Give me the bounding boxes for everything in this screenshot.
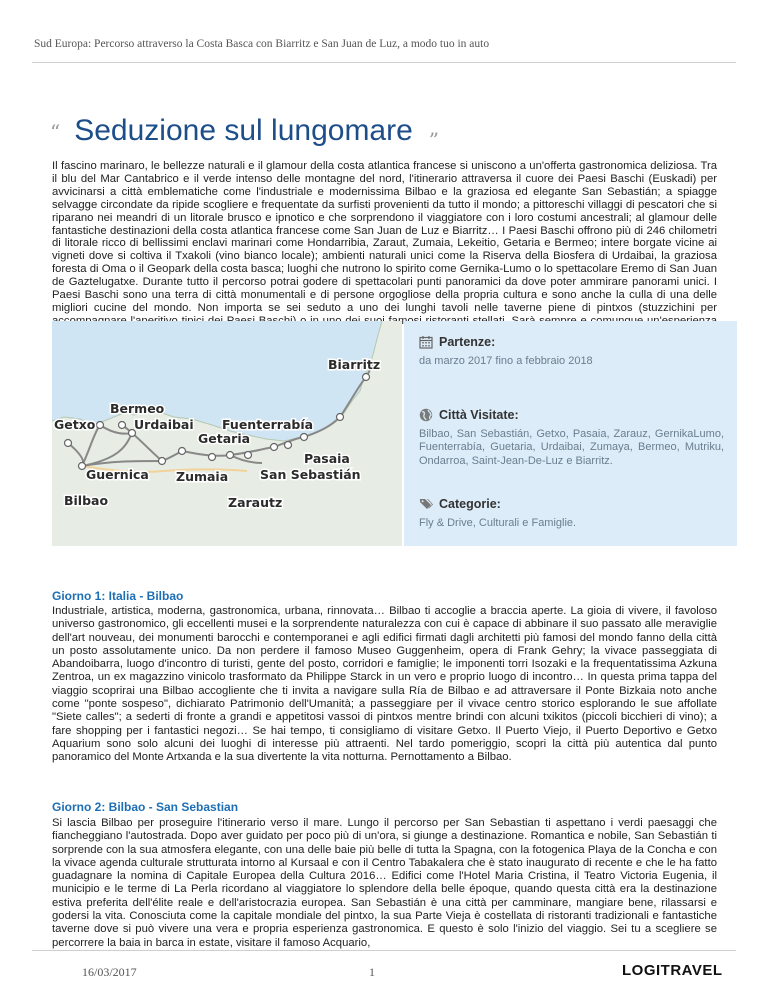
marker-saintjean (337, 414, 344, 421)
map-label-biarritz: Biarritz (328, 357, 381, 372)
page-number: 1 (369, 965, 375, 979)
map-label-bilbao: Bilbao (64, 493, 109, 508)
marker-bilbao (79, 463, 86, 470)
cities-heading (419, 408, 724, 422)
header-divider (32, 62, 736, 63)
departures-heading (419, 335, 724, 349)
close-quote-icon: ” (428, 128, 440, 152)
marker-bermeo (97, 422, 104, 429)
day-2-title: Giorno 2: Bilbao - San Sebastian (52, 800, 239, 814)
cities-title: Città Visitate: (439, 408, 519, 422)
categories-text: Fly & Drive, Culturali e Famiglie. (419, 517, 577, 529)
marker-sansebastian (271, 444, 278, 451)
cities-text: Bilbao, San Sebastián, Getxo, Pasaia, Zarauz, GernikaLumo, Fuenterrabía, Guetaria, Urdaibai, Zumaya, Bermeo, Mutriku, Ondarroa, Saint-Jean-De-Luz e Biarritz. (419, 428, 724, 467)
marker-zarautz (245, 452, 252, 459)
footer-date: 16/03/2017 (82, 965, 137, 979)
marker-getxo (65, 440, 72, 447)
calendar-icon (419, 335, 433, 349)
footer-divider (32, 950, 736, 951)
open-quote-icon: “ (50, 120, 61, 144)
marker-ondarroa (179, 448, 186, 455)
page-title: Seduzione sul lungomare (74, 114, 413, 147)
page-header: Sud Europa: Percorso attraverso la Costa Basca con Biarritz e San Juan de Luz, a modo tuo in auto (34, 38, 490, 50)
marker-guernica (159, 458, 166, 465)
marker-pasaia (285, 442, 292, 449)
cities-section (419, 408, 724, 468)
map-label-sansebastian: San Sebastián (260, 467, 361, 482)
logitravel-logo: LOGITRAVEL (622, 962, 723, 979)
categories-section (419, 497, 724, 530)
map-label-zumaia: Zumaia (176, 469, 229, 484)
title-block (50, 112, 439, 156)
map-label-pasaia: Pasaia (304, 451, 350, 466)
marker-getaria (227, 452, 234, 459)
categories-heading (419, 497, 724, 511)
intro-paragraph: Il fascino marinaro, le bellezze naturali e il glamour della costa atlantica francese si uniscono a un'offerta gastronomica deliziosa. Tra il blu del Mar Cantabrico e il verde intenso delle montagne del nord, l'itinerario attraversa il cuore dei Paesi Baschi (Euskadi) per avvicinarsi a città emblematiche come l'industriale e modernissima Bilbao e la graziosa ed elegante San Sebastián; a spiagge selvagge circondate da ripide scogliere e frequentate da surfisti provenienti da tutto il mondo; a pittoreschi villaggi di pescatori che si riparano nei meandri di un litorale brusco e ipnotico e che sorprendono il viaggiatore con i loro costumi ancestrali; al glamour delle fantastiche destinazioni della costa atlantica francese come San Juan de Luz e Biarritz… I Paesi Baschi offrono più di 246 chilometri di litorale ricco di bellissimi enclavi marinari come Hondarribia, Zaraut, Zumaia, Lekeitio, Getaria e Bermeo; intere borgate vicine ai vigneti dove si coltiva il Txakoli (vino bianco locale); ambienti naturali unici come la Riserva della Biosfera di Urdaibai, la graziosa foresta di Oma o il Geopark della costa basca; luoghi che nutrono lo spirito come Gernika-Lumo o lo spettacolare Eremo di San Juan de Gaztelugatxe. Durante tutto il percorso potrai godere di spettacolari punti panoramici da dove poter ammirare panorami unici. I Paesi Baschi sono una terra di città monumentali e di persone orgogliose della propria cultura e sono anche la culla di una delle migliori cucine del mondo. Non importa se sei seduto a uno dei lunghi tavoli nelle taverne piene di pintxos (stuzzichini per (52, 160, 717, 314)
map-label-bermeo: Bermeo (110, 401, 165, 416)
map-label-fuenterrabia: Fuenterrabía (222, 417, 314, 432)
marker-biarritz (363, 374, 370, 381)
day-1-title: Giorno 1: Italia - Bilbao (52, 589, 184, 603)
route-map (52, 321, 402, 546)
route-map-graphic (52, 321, 402, 546)
map-label-guernica: Guernica (86, 467, 149, 482)
categories-title: Categorie: (439, 497, 501, 511)
map-label-zarautz: Zarautz (228, 495, 283, 510)
departures-text: da marzo 2017 fino a febbraio 2018 (419, 355, 593, 367)
map-label-getaria: Getaria (198, 431, 251, 446)
map-label-getxo: Getxo (54, 417, 96, 432)
departures-section (419, 335, 724, 368)
tags-icon (419, 497, 433, 511)
marker-zumaia (209, 454, 216, 461)
marker-urdaibai (119, 422, 126, 429)
day-2-text: Si lascia Bilbao per proseguire l'itinerario verso il mare. Lungo il percorso per San Sebastian ti aspettano i verdi paesaggi che fiancheggiano l'autostrada. Dopo aver guidato per poco più di un'ora, si giunge a destinazione. Romantica e nobile, San Sebastián ti sorprende con la sua atmosfera elegante, con una delle baie più belle di tutta la Spagna, con la fotogenica Playa de la Concha e con la vivace agenda culturale strutturata intorno al Kursaal e con il Centro Tabakalera che è stato inaugurato di recente e che le ha fatto guadagnare la nomina di Capitale Europea della Cultura 2016… Edifici come l'Hotel Maria Cristina, il Teatro Victoria Eugenia, il municipio e le terme di La Perla ricordano al viaggiatore lo splendore della belle époque, quando questa città era la destinazione estiva preferita dell'élite reale e dell'aristocrazia europea. San Sebastián è una città per camminare, mangiare bene, rilassarsi e godersi la vita. Conosciuta come la capitale mondiale del pintxo, la sua Parte Vieja è costellata di ristoranti tradizionali e fantastiche taverne dove si può vivere una vera e propria esperienza gastronomica. E questo è solo l'inizio del viaggio. Sei tu a scegliere se percorrere la baia in barca in estate, visitare il famoso Acquario, (52, 817, 717, 949)
day-1-text: Industriale, artistica, moderna, gastronomica, urbana, rinnovata… Bilbao ti accoglie a braccia aperte. La gioia di vivere, il favoloso universo gastronomico, gli eccellenti musei e la sorprendente naturalezza con cui è capace di abbinare il suo passato alle meraviglie dell'art nouveau, dei monumenti barocchi e contemporanei e agli edifici firmati dagli architetti più famosi del mondo fanno della città un posto assolutamente unico. Da non perdere il famoso Museo Guggenheim, opera di Frank Gehry; la vivace passeggiata di Abandoibarra, luogo d'incontro di turisti, gente del posto, corridori e famiglie; le imponenti torri Isozaki e la frequentatissima Azkuna Zentroa, un ex magazzino vinicolo trasformato da Philippe Starck in un vero e proprio luogo di incontro… In questa prima tappa del viaggio scoprirai una Bilbao accogliente che ti invita a navigare sulla Ría de Bilbao e ad attraversare il Ponte Bizkaia noto anche come "ponte sospeso", dichiarato Patrimonio dell'Umanità; a passeggiare per il vivace centro storico esplorando le sue affollate "Siete calles"; a sederti di fronte a grandi e appetitosi vassoi di pintxos mentre brindi con alcuni txikitos (piccoli bicchieri di vino); a fare shopping per i fantastici negozi… Se hai tempo, ti consigliamo di visitare Getxo. Il Puerto Viejo, il Puerto Deportivo e Getxo Aquarium sono solo alcuni dei luoghi di interesse più attraenti. Nel tardo pomeriggio, scopri la città più autentica dal punto panoramico del Monte Artxanda e la sua divertente la vita notturna. Pernottamento a Bilbao. (52, 605, 717, 764)
marker-fuenterrabia (301, 434, 308, 441)
map-label-urdaibai: Urdaibai (134, 417, 194, 432)
departures-title: Partenze: (439, 335, 496, 349)
globe-icon (419, 408, 433, 422)
trip-info-panel (404, 321, 737, 546)
